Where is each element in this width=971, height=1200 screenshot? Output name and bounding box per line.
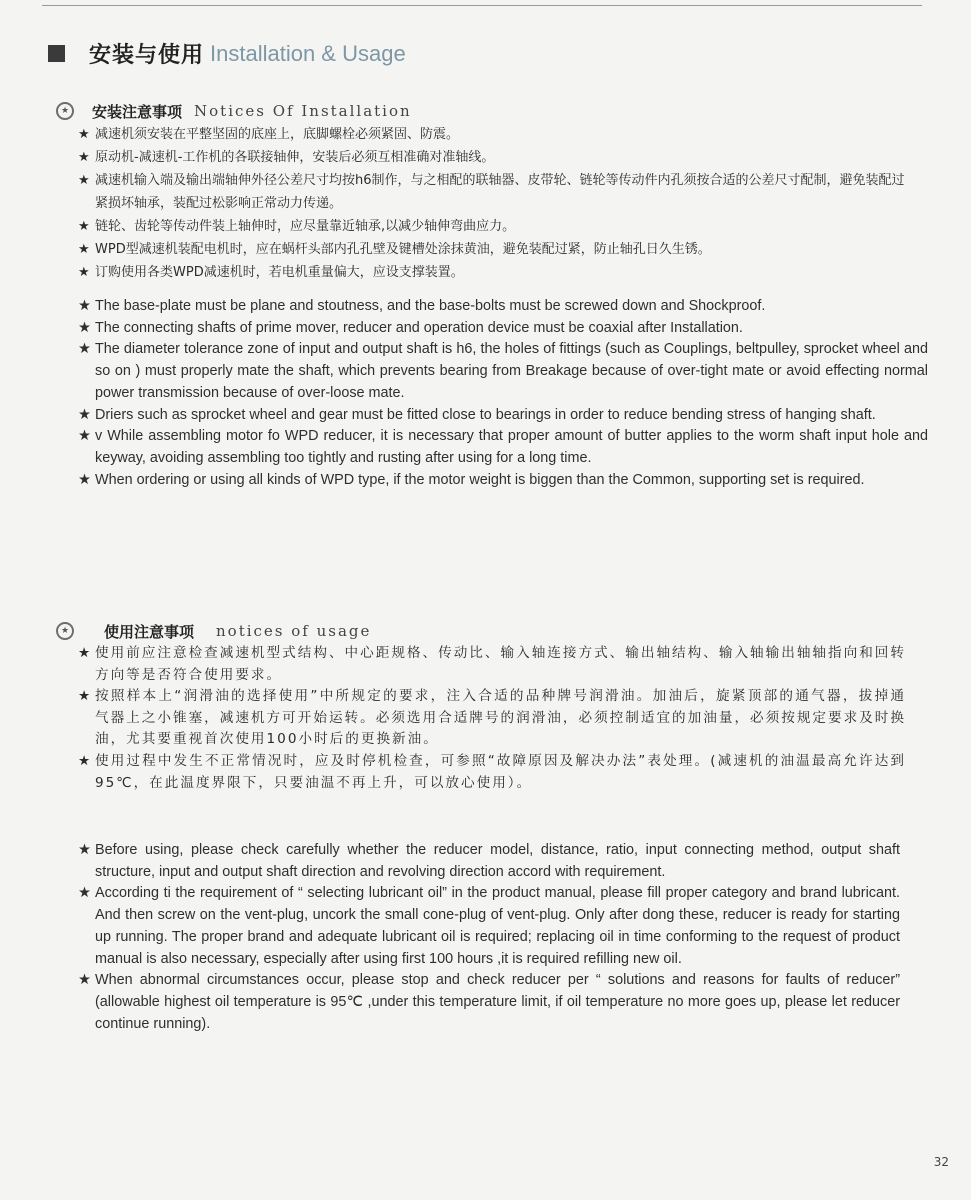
star-icon: ★ — [78, 150, 90, 165]
star-icon: ★ — [78, 219, 90, 234]
circle-star-icon: ★ — [56, 622, 74, 640]
usage-zh-list — [78, 643, 906, 794]
star-icon: ★ — [78, 645, 93, 661]
star-icon: ★ — [78, 298, 91, 314]
star-icon: ★ — [78, 242, 90, 257]
star-icon: ★ — [78, 688, 93, 705]
star-icon: ★ — [78, 127, 90, 142]
square-icon — [48, 45, 65, 62]
star-icon: ★ — [78, 341, 91, 358]
installation-heading — [56, 100, 906, 122]
usage-heading — [56, 620, 906, 642]
list-item: ★ 使用前应注意检查减速机型式结构、中心距规格、传动比、输入轴连接方式、输出轴结构、输入轴输出轴轴指向和回转方向等是否符合使用要求。 — [78, 645, 906, 683]
installation-zh-list — [78, 123, 906, 284]
star-icon: ★ — [78, 471, 91, 488]
star-icon: ★ — [78, 173, 90, 188]
list-item: ★ 链轮、齿轮等传动件装上轴伸时，应尽量靠近轴承,以减少轴伸弯曲应力。 — [78, 215, 906, 238]
list-item: ★ 订购使用各类WPD减速机时，若电机重量偏大，应设支撑装置。 — [78, 261, 906, 284]
page-title-en: Installation & Usage — [210, 40, 406, 66]
star-icon: ★ — [78, 319, 91, 336]
list-item: ★ According ti the requirement of “ selecting lubricant oil” in the product manual, please fill proper category and brand lubricant. And then screw on the vent-plug, uncork the small cone-plug of vent-plug. Only after dong these, reducer is ready for starting up running. The proper brand and adequate lubricant oil is required; replacing oil in time conforming to the request of product manual is also necessary, especially after using first 100 hours ,it is required refilling new oil. — [78, 885, 900, 967]
usage-title-zh: 使用注意事项 — [104, 622, 195, 641]
list-item: ★ When ordering or using all kinds of WPD type, if the motor weight is biggen than the Common, supporting set is required. — [78, 470, 928, 492]
list-item: ★ WPD型减速机装配电机时，应在蜗杆头部内孔孔壁及键槽处涂抹黄油，避免装配过紧，防止轴孔日久生锈。 — [78, 238, 906, 261]
star-icon: ★ — [78, 842, 91, 858]
list-item: ★ 按照样本上“润滑油的选择使用”中所规定的要求，注入合适的品种牌号润滑油。加油后，旋紧顶部的通气器，拔掉通气器上之小锥塞，减速机方可开始运转。必须选用合适牌号的润滑油，必须控制适宜的加油量，必须按规定要求及时换油，尤其要重视首次使用100小时后的更换新油。 — [78, 688, 906, 748]
list-item: ★ 减速机须安装在平整坚固的底座上，底脚螺栓必须紧固、防震。 — [78, 123, 906, 146]
list-item: ★ The connecting shafts of prime mover, reducer and operation device must be coaxial after Installation. — [78, 318, 928, 340]
list-item: ★ 原动机-减速机-工作机的各联接轴伸，安装后必须互相准确对准轴线。 — [78, 146, 906, 169]
star-icon: ★ — [78, 885, 91, 902]
list-item: ★ When abnormal circumstances occur, please stop and check reducer per “ solutions and reasons for faults of reducer” (allowable highest oil temperature is 95℃ ,under this temperature limit, if oil temperature no more goes up, please let reducer continue running). — [78, 972, 900, 1032]
usage-section — [56, 620, 906, 794]
star-icon: ★ — [78, 406, 91, 423]
list-item: ★ The diameter tolerance zone of input and output shaft is h6, the holes of fittings (such as Couplings, beltpulley, sprocket wheel and so on ) must properly mate the shaft, which prevents bearing from Breakage because of over-tight mate or avoid effecting normal power transmission because of over-loose mate. — [78, 341, 928, 401]
page-header — [48, 38, 406, 69]
usage-en-list — [78, 840, 900, 1035]
installation-section — [56, 100, 906, 284]
list-item: ★ Before using, please check carefully whether the reducer model, distance, ratio, input connecting method, output shaft structure, input and output shaft direction and revolving direction accord with requirement. — [78, 842, 900, 880]
list-item: ★ The base-plate must be plane and stoutness, and the base-bolts must be screwed down and Shockproof. — [78, 296, 928, 318]
star-icon: ★ — [78, 265, 90, 280]
top-rule — [42, 5, 922, 6]
usage-title-en: notices of usage — [216, 622, 372, 640]
installation-title-en: Notices Of Installation — [194, 102, 412, 120]
star-icon: ★ — [78, 972, 91, 989]
list-item: ★ Driers such as sprocket wheel and gear must be fitted close to bearings in order to reduce bending stress of hanging shaft. — [78, 405, 928, 427]
list-item: ★ 减速机输入端及输出端轴伸外径公差尺寸均按h6制作，与之相配的联轴器、皮带轮、链轮等传动件内孔须按合适的公差尺寸配制，避免装配过紧损坏轴承，装配过松影响正常动力传递。 — [78, 169, 906, 215]
installation-title-zh: 安装注意事项 — [92, 102, 183, 121]
installation-en-list — [78, 296, 928, 491]
circle-star-icon: ★ — [56, 102, 74, 120]
page-number: 32 — [933, 1155, 949, 1169]
page-title-zh: 安装与使用 — [89, 43, 205, 68]
star-icon: ★ — [78, 428, 91, 445]
star-icon: ★ — [78, 752, 93, 769]
list-item: ★ v While assembling motor fo WPD reducer, it is necessary that proper amount of butter applies to the worm shaft input hole and keyway, avoiding assembling too tightly and rusting after using for a long time. — [78, 428, 928, 466]
list-item: ★ 使用过程中发生不正常情况时，应及时停机检查，可参照“故障原因及解决办法”表处理。(减速机的油温最高允许达到95℃，在此温度界限下，只要油温不再上升，可以放心使用）。 — [78, 752, 906, 791]
